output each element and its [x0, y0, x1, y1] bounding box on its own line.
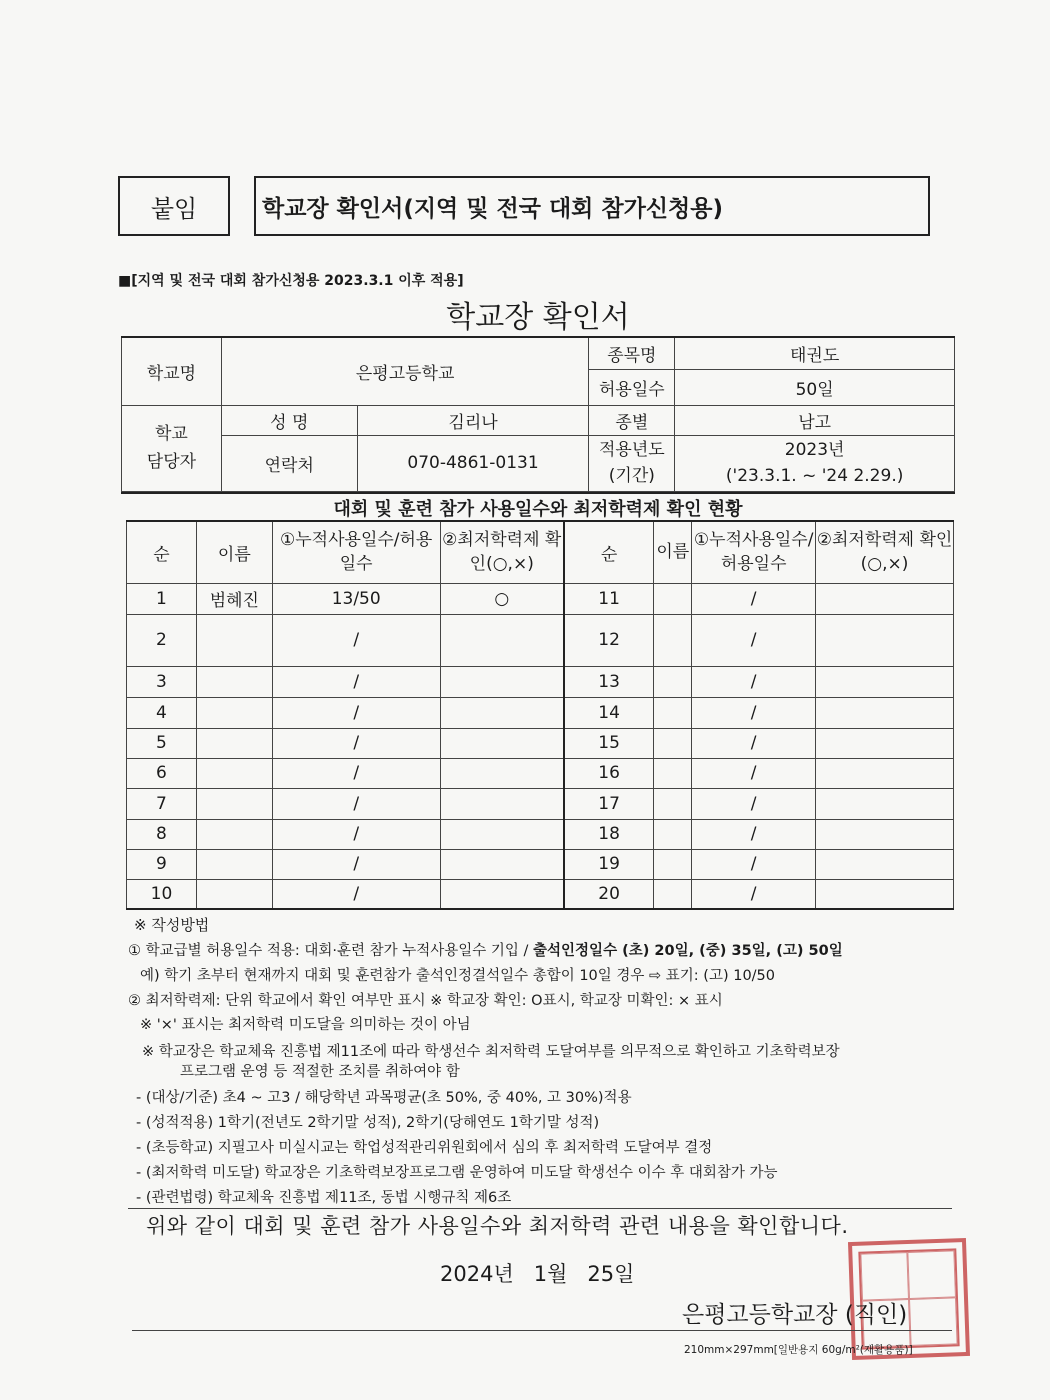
school-name-value: 은평고등학교: [221, 337, 589, 405]
header-name: 이름: [196, 521, 272, 583]
table-row: [127, 879, 954, 909]
gender-label: 종별: [589, 405, 675, 435]
used-days: /: [272, 788, 440, 819]
paper-spec: 210mm×297mm[일반용지 60g/m²(재활용품)]: [684, 1344, 913, 1356]
note-1-text: ① 학교급별 허용일수 적용: 대회·훈련 참가 누적사용일수 기입 /: [128, 943, 534, 959]
athlete-name: [196, 819, 272, 849]
min-academic-check-right: [816, 879, 954, 909]
table-row: [127, 697, 954, 728]
divider: [128, 1208, 952, 1209]
table-row: [127, 758, 954, 788]
athlete-name: [196, 728, 272, 758]
min-academic-check: [440, 819, 564, 849]
allowed-days-label: 허용일수: [589, 369, 675, 405]
athlete-name-right: [654, 697, 692, 728]
used-days: /: [272, 697, 440, 728]
confirm-date: 2024년 1월 25일: [440, 1262, 635, 1286]
row-number-right: 20: [564, 879, 654, 909]
min-academic-check: ○: [440, 583, 564, 614]
note-3: ② 최저학력제: 단위 학교에서 확인 여부만 표시 ※ 학교장 확인: O표시, 학교장 미확인: × 표시: [128, 993, 723, 1009]
used-days: /: [272, 666, 440, 697]
row-number-right: 18: [564, 819, 654, 849]
row-number: 3: [127, 666, 197, 697]
row-number: 7: [127, 788, 197, 819]
form-title: 학교장 확인서: [446, 300, 630, 335]
attachment-tag-label: 붙임: [150, 194, 198, 223]
header-name-right: 이름: [654, 521, 692, 583]
min-academic-check-right: [816, 788, 954, 819]
athlete-name-right: [654, 879, 692, 909]
used-days: /: [272, 819, 440, 849]
used-days-right: /: [692, 819, 816, 849]
athlete-name: [196, 758, 272, 788]
document-title: 학교장 확인서(지역 및 전국 대회 참가신청용): [262, 195, 723, 222]
min-academic-check: [440, 849, 564, 879]
row-number: 5: [127, 728, 197, 758]
min-academic-check-right: [816, 849, 954, 879]
event-value: 태권도: [675, 337, 955, 369]
min-academic-check: [440, 666, 564, 697]
athlete-name: [196, 849, 272, 879]
min-academic-check-right: [816, 728, 954, 758]
confirm-statement: 위와 같이 대회 및 훈련 참가 사용일수와 최저학력 관련 내용을 확인합니다.: [146, 1214, 849, 1238]
used-days-right: /: [692, 666, 816, 697]
row-number-right: 12: [564, 614, 654, 666]
note-1-bold: 출석인정일수 (초) 20일, (중) 35일, (고) 50일: [533, 943, 843, 959]
min-academic-check: [440, 697, 564, 728]
note-4: ※ '×' 표시는 최저학력 미도달을 의미하는 것이 아님: [140, 1017, 471, 1033]
year-label: 적용년도 (기간): [589, 435, 675, 491]
min-academic-check-right: [816, 819, 954, 849]
athlete-name: [196, 666, 272, 697]
min-academic-check: [440, 788, 564, 819]
min-academic-check-right: [816, 697, 954, 728]
note-11: - (관련법령) 학교체육 진흥법 제11조, 동법 시행규칙 제6조: [136, 1190, 512, 1206]
row-number-right: 19: [564, 849, 654, 879]
row-number: 9: [127, 849, 197, 879]
table-row: [127, 614, 954, 666]
athlete-name-right: [654, 614, 692, 666]
name-value: 김리나: [357, 405, 589, 435]
used-days: /: [272, 728, 440, 758]
used-days-right: /: [692, 879, 816, 909]
used-days: /: [272, 758, 440, 788]
table-row: [127, 788, 954, 819]
note-8: - (성적적용) 1학기(전년도 2학기말 성적), 2학기(당해연도 1학기말 성적): [136, 1115, 600, 1131]
athlete-name-right: [654, 583, 692, 614]
row-number-right: 16: [564, 758, 654, 788]
header-no-right: 순: [564, 521, 654, 583]
table-header-row: [127, 521, 954, 583]
row-number: 8: [127, 819, 197, 849]
row-number: 1: [127, 583, 197, 614]
athlete-name: [196, 697, 272, 728]
note-2: 예) 학기 초부터 현재까지 대회 및 훈련참가 출석인정결석일수 총합이 10일 경우 ⇨ 표기: (고) 10/50: [140, 968, 776, 984]
min-academic-check: [440, 728, 564, 758]
header-check-right: ②최저학력제 확인(○,×): [816, 521, 954, 583]
athlete-name-right: [654, 788, 692, 819]
applicability-note: ■[지역 및 전국 대회 참가신청용 2023.3.1 이후 적용]: [118, 273, 464, 289]
note-1: [128, 939, 843, 960]
header-days-right: ①누적사용일수/허용일수: [692, 521, 816, 583]
athlete-name: [196, 614, 272, 666]
used-days-right: /: [692, 583, 816, 614]
row-number: 4: [127, 697, 197, 728]
gender-value: 남고: [675, 405, 955, 435]
section-title: 대회 및 훈련 참가 사용일수와 최저학력제 확인 현황: [121, 492, 955, 522]
row-number-right: 13: [564, 666, 654, 697]
table-row: [127, 666, 954, 697]
year-value: 2023년 ('23.3.1. ~ '24 2.29.): [675, 435, 955, 491]
header-check: ②최저학력제 확인(○,×): [440, 521, 564, 583]
row-number-right: 15: [564, 728, 654, 758]
used-days: /: [272, 614, 440, 666]
row-number: 2: [127, 614, 197, 666]
row-number-right: 11: [564, 583, 654, 614]
info-table: [121, 336, 955, 492]
used-days-right: /: [692, 788, 816, 819]
min-academic-check-right: [816, 758, 954, 788]
min-academic-check-right: [816, 583, 954, 614]
table-row: [127, 849, 954, 879]
contact-label: 연락처: [221, 435, 357, 491]
used-days-right: /: [692, 614, 816, 666]
athlete-name-right: [654, 819, 692, 849]
used-days-right: /: [692, 728, 816, 758]
used-days-right: /: [692, 697, 816, 728]
used-days-right: /: [692, 758, 816, 788]
min-academic-check-right: [816, 614, 954, 666]
note-10: - (최저학력 미도달) 학교장은 기초학력보장프로그램 운영하여 미도달 학생선수 이수 후 대회참가 가능: [136, 1165, 778, 1181]
manager-label: 학교 담당자: [122, 405, 222, 491]
athlete-name-right: [654, 666, 692, 697]
athlete-name-right: [654, 728, 692, 758]
used-days-right: /: [692, 849, 816, 879]
notes-heading: ※ 작성방법: [134, 916, 210, 934]
used-days: 13/50: [272, 583, 440, 614]
athlete-name: [196, 879, 272, 909]
table-row: [127, 819, 954, 849]
min-academic-check: [440, 879, 564, 909]
table-row: [127, 728, 954, 758]
min-academic-check: [440, 614, 564, 666]
min-academic-check: [440, 758, 564, 788]
row-number: 6: [127, 758, 197, 788]
athlete-name: 범혜진: [196, 583, 272, 614]
header-no: 순: [127, 521, 197, 583]
contact-value: 070-4861-0131: [357, 435, 589, 491]
table-row: [127, 583, 954, 614]
attachment-tag: [118, 176, 230, 236]
allowed-days-value: 50일: [675, 369, 955, 405]
school-name-label: 학교명: [122, 337, 222, 405]
athlete-name: [196, 788, 272, 819]
note-9: - (초등학교) 지필고사 미실시교는 학업성적관리위원회에서 심의 후 최저학력 도달여부 결정: [136, 1140, 713, 1156]
bottom-rule: [132, 1330, 952, 1331]
event-label: 종목명: [589, 337, 675, 369]
athlete-name-right: [654, 758, 692, 788]
note-7: - (대상/기준) 초4 ~ 고3 / 해당학년 과목평균(초 50%, 중 40%, 고 30%)적용: [136, 1090, 632, 1106]
used-days: /: [272, 879, 440, 909]
row-number-right: 17: [564, 788, 654, 819]
note-6: 프로그램 운영 등 적절한 조치를 취하여야 함: [180, 1064, 460, 1080]
document-title-box: [254, 176, 930, 236]
note-5: ※ 학교장은 학교체육 진흥법 제11조에 따라 학생선수 최저학력 도달여부를 의무적으로 확인하고 기초학력보장: [142, 1044, 840, 1060]
athlete-name-right: [654, 849, 692, 879]
header-days: ①누적사용일수/허용일수: [272, 521, 440, 583]
row-number-right: 14: [564, 697, 654, 728]
athlete-table: [126, 520, 954, 910]
min-academic-check-right: [816, 666, 954, 697]
name-label: 성 명: [221, 405, 357, 435]
signer: 은평고등학교장 (직인): [682, 1302, 908, 1328]
row-number: 10: [127, 879, 197, 909]
used-days: /: [272, 849, 440, 879]
